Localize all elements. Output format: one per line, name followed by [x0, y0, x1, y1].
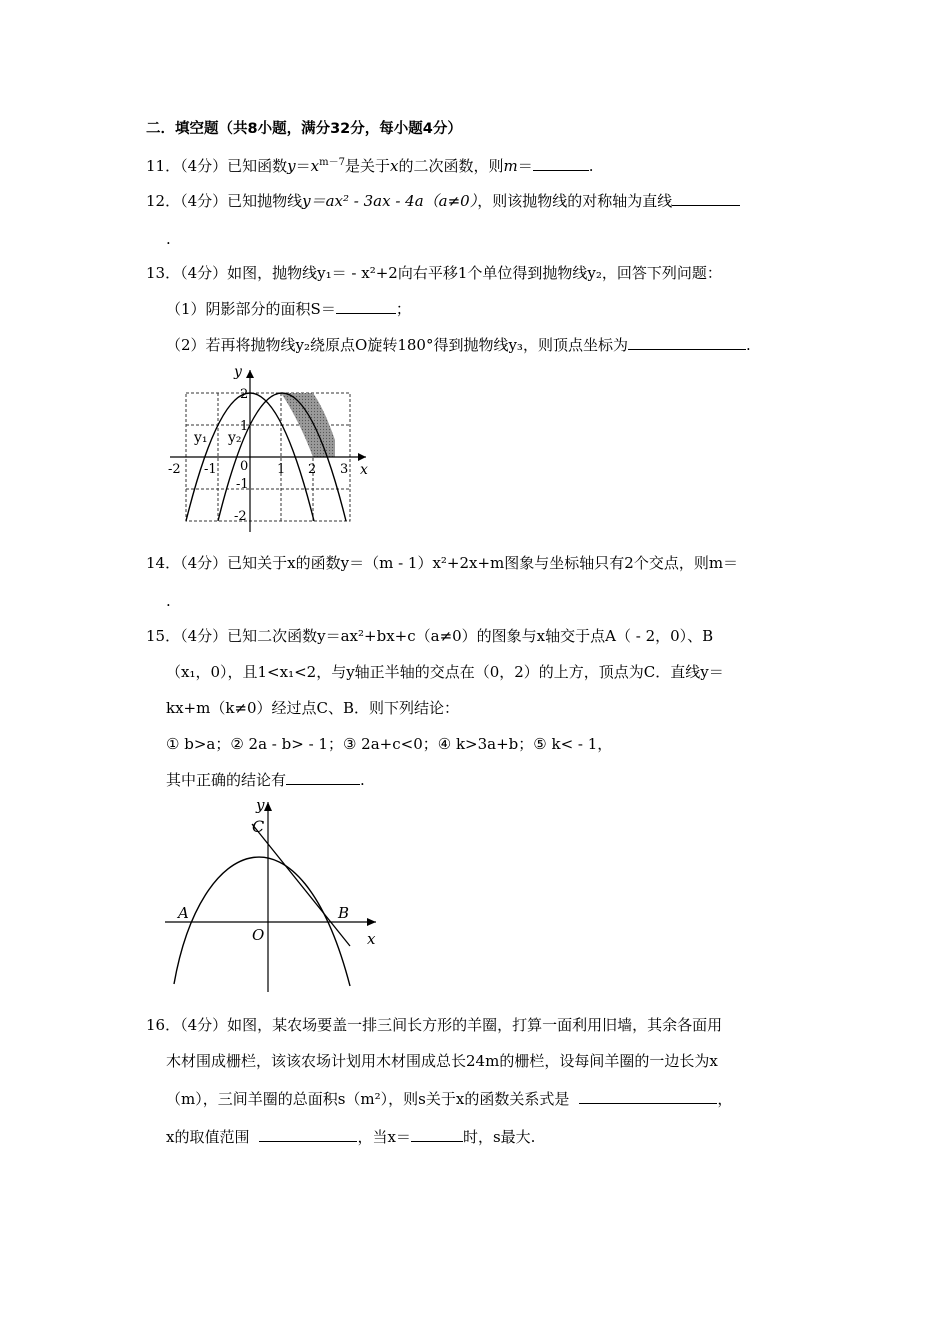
q14-number: 14． [146, 554, 181, 572]
q13-part1-text: （1）阴影部分的面积S＝ [166, 300, 336, 318]
q16-range-blank[interactable] [259, 1127, 357, 1142]
q13-tick-xm2: -2 [168, 462, 181, 477]
q13-x-label: x [360, 462, 368, 478]
q15-number: 15． [146, 627, 181, 645]
q12-pre: （4分）已知抛物线 [180, 192, 303, 210]
q13-part2-blank[interactable] [628, 335, 746, 350]
question-12 [146, 190, 740, 212]
q12-continuation: . [166, 230, 171, 248]
q15-line2: （x₁，0），且1<x₁<2，与y轴正半轴的交点在（0，2）的上方，顶点为C．直线y＝ [166, 663, 724, 681]
q15-line3: kx+m（k≠0）经过点C、B．则下列结论： [166, 699, 460, 717]
question-14 [146, 552, 738, 574]
q15-line5-text: 其中正确的结论有 [166, 771, 287, 789]
q13-number: 13． [146, 264, 181, 282]
q13-part2-end: . [745, 336, 751, 354]
q13-tick-xm1: -1 [204, 462, 217, 477]
q13-figure [160, 362, 390, 534]
q13-part1-end: ； [395, 300, 411, 318]
q16-number: 16． [146, 1016, 181, 1034]
q16-line2: 木材围成栅栏，该该农场计划用木材围成总长24m的栅栏，设每间羊圈的一边长为x [166, 1052, 718, 1070]
q13-tick-y2: 2 [240, 387, 249, 402]
q15-y-arrow-icon [264, 802, 272, 811]
q15-y-label: y [256, 796, 265, 814]
q11-eq: ＝ [295, 157, 311, 175]
q13-part2-text: （2）若再将抛物线y₂绕原点O旋转180°得到抛物线y₃，则顶点坐标为 [166, 336, 628, 354]
q16-line4-c: 时，s最大. [462, 1128, 536, 1146]
q13-y-arrow-icon [246, 370, 254, 378]
q16-x-blank[interactable] [411, 1127, 463, 1142]
q15-point-b: B [338, 904, 350, 922]
question-13 [146, 262, 722, 284]
question-11 [146, 152, 594, 177]
q11-mid: 是关于 [344, 157, 390, 175]
q13-x-arrow-icon [358, 453, 366, 461]
q15-answer-blank[interactable] [286, 770, 360, 785]
q11-y: y [287, 157, 296, 175]
q13-shaded-region [281, 393, 335, 457]
q13-tick-y1: 1 [240, 419, 249, 434]
q11-exponent: m－7 [319, 157, 345, 168]
q13-tick-origin: 0 [240, 459, 249, 474]
q15-x-label: x [367, 930, 376, 948]
q15-origin: O [252, 926, 265, 944]
q12-number: 12． [146, 192, 181, 210]
q15-line-cb [252, 824, 350, 946]
q15-line4: ① b>a；② 2a - b> - 1；③ 2a+c<0；④ k>3a+b；⑤ k< - 1， [166, 735, 613, 753]
q11-m: m [503, 157, 518, 175]
q16-line4-b: ，当x＝ [357, 1128, 411, 1146]
q12-post: ，则该抛物线的对称轴为直线 [477, 192, 673, 210]
q16-line3-end: ， [717, 1090, 733, 1108]
q16-line3-text: （m），三间羊圈的总面积s（m²），则s关于x的函数关系式是 [166, 1090, 570, 1108]
q14-text: （4分）已知关于x的函数y＝（m - 1）x²+2x+m图象与坐标轴只有2个交点，则m＝ [180, 554, 739, 572]
q13-text: （4分）如图，抛物线y₁＝ - x²+2向右平移1个单位得到抛物线y₂，回答下列问题： [180, 264, 722, 282]
q11-ans-eq: ＝ [517, 157, 533, 175]
q16-line4 [166, 1126, 535, 1148]
q15-line5 [166, 769, 365, 791]
q11-number: 11． [146, 157, 181, 175]
q11-pre: （4分）已知函数 [180, 157, 288, 175]
q15-figure [160, 796, 390, 996]
q13-tick-ym2: -2 [234, 509, 247, 524]
q12-expr: y＝ax² - 3ax - 4a（a≠0） [302, 192, 478, 210]
q11-x: x [310, 157, 320, 175]
q15-x-arrow-icon [367, 918, 376, 926]
q11-var: x [389, 157, 399, 175]
q12-answer-blank[interactable] [672, 191, 740, 206]
q16-line1: （4分）如图，某农场要盖一排三间长方形的羊圈，打算一面利用旧墙，其余各面用 [180, 1016, 723, 1034]
q13-part1-blank[interactable] [336, 299, 396, 314]
q13-tick-ym1: -1 [236, 477, 249, 492]
q13-tick-x3: 3 [340, 462, 349, 477]
q13-part1 [166, 298, 411, 320]
q15-point-c: C [252, 817, 265, 836]
q13-y-label: y [234, 364, 242, 380]
q13-tick-x1: 1 [277, 462, 286, 477]
q11-end: . [588, 157, 594, 175]
q16-line3 [166, 1088, 732, 1110]
q14-continuation: . [166, 592, 171, 610]
q16-function-blank[interactable] [579, 1089, 717, 1104]
q16-line4-a: x的取值范围 [166, 1128, 250, 1146]
q13-y2-label: y₂ [228, 430, 242, 446]
section-title: 二．填空题（共8小题，满分32分，每小题4分） [146, 121, 462, 137]
q15-line1: （4分）已知二次函数y＝ax²+bx+c（a≠0）的图象与x轴交于点A（ - 2，0）、B [180, 627, 714, 645]
q13-y1-label: y₁ [194, 430, 208, 446]
question-16 [146, 1014, 722, 1036]
question-15 [146, 625, 713, 647]
q13-tick-x2: 2 [308, 462, 317, 477]
q11-answer-blank[interactable] [533, 156, 589, 171]
q15-point-a: A [178, 904, 189, 922]
q15-line5-end: . [360, 771, 365, 789]
q11-post: 的二次函数，则 [398, 157, 504, 175]
q13-part2 [166, 334, 751, 356]
